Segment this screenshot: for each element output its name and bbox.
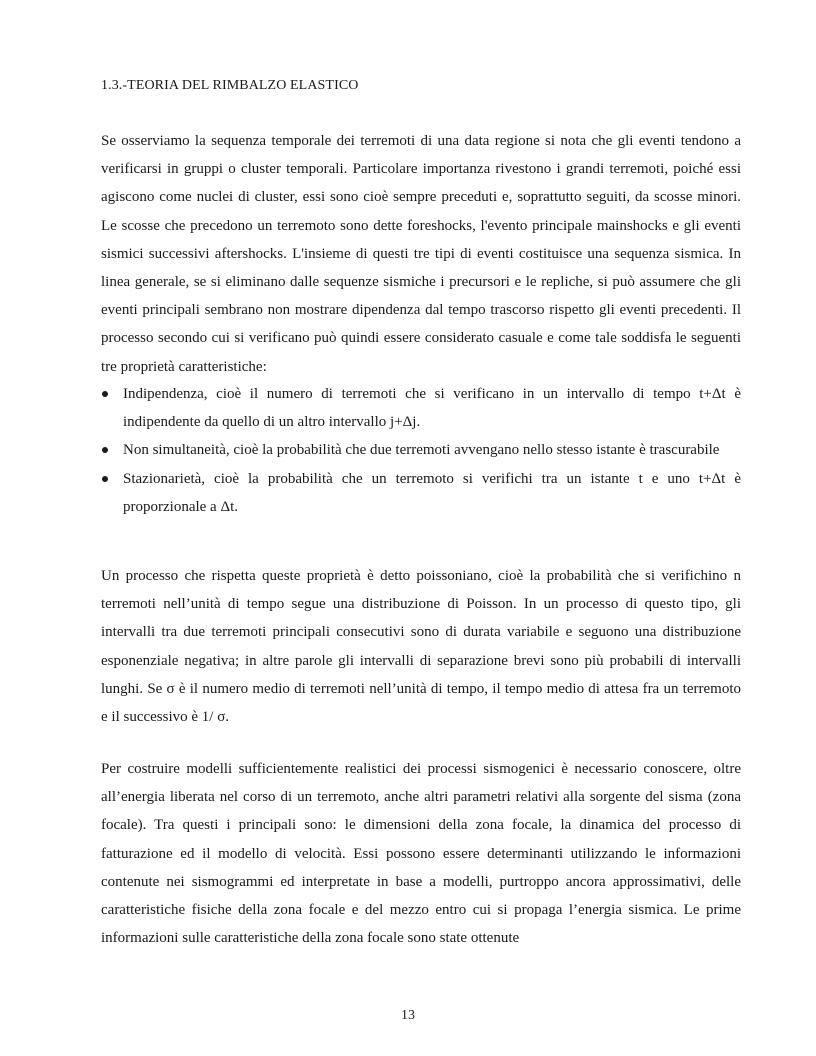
list-item-text: Stazionarietà, cioè la probabilità che un terremoto si verifichi tra un istante t e uno t+Δt è proporzionale a Δt. (123, 470, 741, 515)
paragraph-intro (101, 127, 741, 381)
paragraph-text: Un processo che rispetta queste proprietà è detto poissoniano, cioè la probabilità che si verifichino n terremoti nell’unità di tempo segue una distribuzione di Poisson. In un processo di questo tipo, gli intervalli tra due terremoti principali consecutivi sono di durata variabile e seguono una distribuzione esponenziale negativa; in altre parole gli intervalli di separazione brevi sono più probabili di intervalli lunghi. Se σ è il numero medio di terremoti nell’unità di tempo, il tempo medio di attesa fra un terremoto e il successivo è 1/ σ. (101, 568, 741, 726)
list-item-text: Indipendenza, cioè il numero di terremoti che si verificano in un intervallo di tempo t+Δt è indipendente da quello di un altro intervallo j+Δj. (123, 386, 741, 431)
paragraph-text: Per costruire modelli sufficientemente realistici dei processi sismogenici è necessario conoscere, oltre all’energia liberata nel corso di un terremoto, anche altri parametri relativi alla sorgente del sisma (zona focale). Tra questi i principali sono: le dimensioni della zona focale, la dinamica del processo di fatturazione ed il modello di velocità. Essi possono essere determinanti utilizzando le informazioni contenute nei sismogrammi ed interpretate in base a modelli, purtroppo ancora approssimativi, delle caratteristiche fisiche della zona focale e del mezzo entro cui si propaga l’energia sismica. Le prime informazioni sulle caratteristiche della zona focale sono state ottenute (101, 761, 741, 947)
list-item (101, 436, 741, 464)
paragraph-models (101, 755, 741, 952)
bullet-icon (102, 447, 108, 453)
paragraph-poisson (101, 562, 741, 731)
page-number: 13 (401, 1008, 415, 1023)
properties-list (101, 380, 741, 521)
paragraph-text: Se osserviamo la sequenza temporale dei terremoti di una data regione si nota che gli eventi tendono a verificarsi in gruppi o cluster temporali. Particolare importanza rivestono i grandi terremoti, poiché essi agiscono come nuclei di cluster, essi sono cioè sempre preceduti e, soprattutto seguiti, da scosse minori. Le scosse che precedono un terremoto sono dette foreshocks, l'evento principale mainshocks e gli eventi sismici successivi aftershocks. L'insieme di questi tre tipi di eventi costituisce una sequenza sismica. In linea generale, se si eliminano dalle sequenze sismiche i precursori e le repliche, si può assumere che gli eventi principali sembrano non mostrare dipendenza dal tempo trascorso rispetto gli eventi precedenti. Il processo secondo cui si verificano può quindi essere considerato casuale e come tale soddisfa le seguenti tre proprietà caratteristiche: (101, 133, 741, 375)
list-item (101, 465, 741, 521)
list-item (101, 380, 741, 436)
section-heading: 1.3.-TEORIA DEL RIMBALZO ELASTICO (101, 78, 359, 93)
bullet-icon (102, 391, 108, 397)
list-item-text: Non simultaneità, cioè la probabilità che due terremoti avvengano nello stesso istante è trascurabile (123, 442, 720, 459)
bullet-icon (102, 476, 108, 482)
